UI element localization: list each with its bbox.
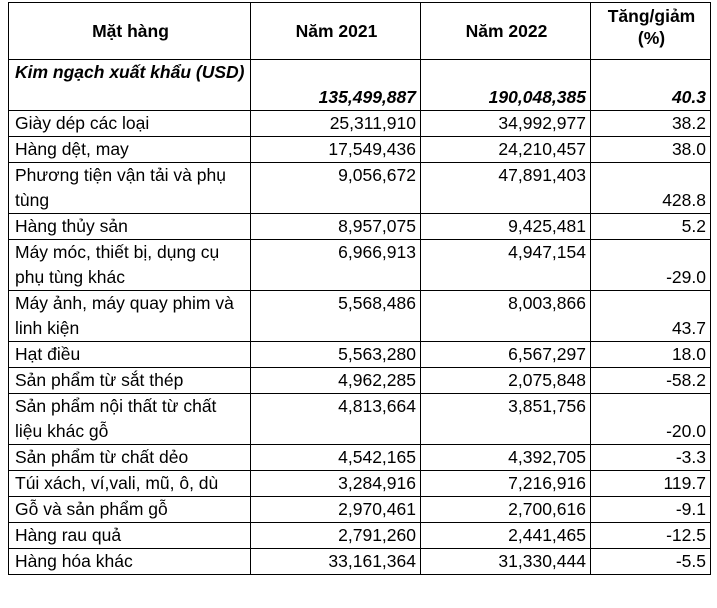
value-2021-cell: 6,966,913: [251, 240, 421, 291]
change-cell: -5.5: [591, 549, 711, 575]
value-2022-cell: 47,891,403: [421, 163, 591, 214]
table-row: [9, 137, 711, 163]
export-table: [8, 2, 711, 575]
item-name-cell: Máy ảnh, máy quay phim và linh kiện: [9, 291, 251, 342]
change-cell: 5.2: [591, 214, 711, 240]
item-name-cell: Hàng hóa khác: [9, 549, 251, 575]
value-2022-cell: 31,330,444: [421, 549, 591, 575]
change-cell: -58.2: [591, 368, 711, 394]
change-cell: 428.8: [591, 163, 711, 214]
table-row: [9, 471, 711, 497]
value-2021-cell: 2,970,461: [251, 497, 421, 523]
value-2022-cell: 34,992,977: [421, 111, 591, 137]
total-label: Kim ngạch xuất khẩu (USD): [9, 60, 251, 111]
total-2022: 190,048,385: [421, 60, 591, 111]
item-name-cell: Hạt điều: [9, 342, 251, 368]
item-name-cell: Sản phẩm từ chất dẻo: [9, 445, 251, 471]
value-2021-cell: 25,311,910: [251, 111, 421, 137]
header-2022: Năm 2022: [421, 3, 591, 60]
item-name-cell: Giày dép các loại: [9, 111, 251, 137]
item-name-cell: Hàng thủy sản: [9, 214, 251, 240]
item-name-cell: Sản phẩm nội thất từ chất liệu khác gỗ: [9, 394, 251, 445]
value-2022-cell: 9,425,481: [421, 214, 591, 240]
value-2021-cell: 9,056,672: [251, 163, 421, 214]
header-2021: Năm 2021: [251, 3, 421, 60]
change-cell: 38.2: [591, 111, 711, 137]
value-2022-cell: 4,947,154: [421, 240, 591, 291]
export-table-container: [8, 2, 711, 575]
header-change: Tăng/giảm (%): [591, 3, 711, 60]
item-name-cell: Sản phẩm từ sắt thép: [9, 368, 251, 394]
item-name-cell: Gỗ và sản phẩm gỗ: [9, 497, 251, 523]
table-row: [9, 394, 711, 445]
item-name-cell: Hàng dệt, may: [9, 137, 251, 163]
table-row: [9, 497, 711, 523]
change-cell: -12.5: [591, 523, 711, 549]
value-2021-cell: 33,161,364: [251, 549, 421, 575]
table-row: [9, 368, 711, 394]
change-cell: -20.0: [591, 394, 711, 445]
value-2022-cell: 24,210,457: [421, 137, 591, 163]
change-cell: 119.7: [591, 471, 711, 497]
table-row: [9, 291, 711, 342]
change-cell: -3.3: [591, 445, 711, 471]
value-2022-cell: 4,392,705: [421, 445, 591, 471]
value-2021-cell: 5,563,280: [251, 342, 421, 368]
table-row: [9, 445, 711, 471]
value-2022-cell: 2,075,848: [421, 368, 591, 394]
table-row: [9, 214, 711, 240]
total-2021: 135,499,887: [251, 60, 421, 111]
change-cell: 43.7: [591, 291, 711, 342]
value-2021-cell: 2,791,260: [251, 523, 421, 549]
table-row: [9, 111, 711, 137]
value-2021-cell: 4,962,285: [251, 368, 421, 394]
value-2021-cell: 4,542,165: [251, 445, 421, 471]
change-cell: 38.0: [591, 137, 711, 163]
value-2022-cell: 2,441,465: [421, 523, 591, 549]
value-2021-cell: 17,549,436: [251, 137, 421, 163]
change-cell: -9.1: [591, 497, 711, 523]
table-row: [9, 549, 711, 575]
total-row: [9, 60, 711, 111]
item-name-cell: Hàng rau quả: [9, 523, 251, 549]
change-cell: 18.0: [591, 342, 711, 368]
item-name-cell: Máy móc, thiết bị, dụng cụ phụ tùng khác: [9, 240, 251, 291]
table-row: [9, 523, 711, 549]
value-2021-cell: 5,568,486: [251, 291, 421, 342]
value-2022-cell: 2,700,616: [421, 497, 591, 523]
table-row: [9, 342, 711, 368]
header-row: [9, 3, 711, 60]
value-2022-cell: 6,567,297: [421, 342, 591, 368]
change-cell: -29.0: [591, 240, 711, 291]
item-rows: [9, 111, 711, 575]
value-2022-cell: 3,851,756: [421, 394, 591, 445]
total-change: 40.3: [591, 60, 711, 111]
table-row: [9, 163, 711, 214]
table-row: [9, 240, 711, 291]
value-2021-cell: 3,284,916: [251, 471, 421, 497]
header-item: Mặt hàng: [9, 3, 251, 60]
value-2021-cell: 4,813,664: [251, 394, 421, 445]
value-2022-cell: 8,003,866: [421, 291, 591, 342]
item-name-cell: Túi xách, ví,vali, mũ, ô, dù: [9, 471, 251, 497]
item-name-cell: Phương tiện vận tải và phụ tùng: [9, 163, 251, 214]
value-2022-cell: 7,216,916: [421, 471, 591, 497]
value-2021-cell: 8,957,075: [251, 214, 421, 240]
